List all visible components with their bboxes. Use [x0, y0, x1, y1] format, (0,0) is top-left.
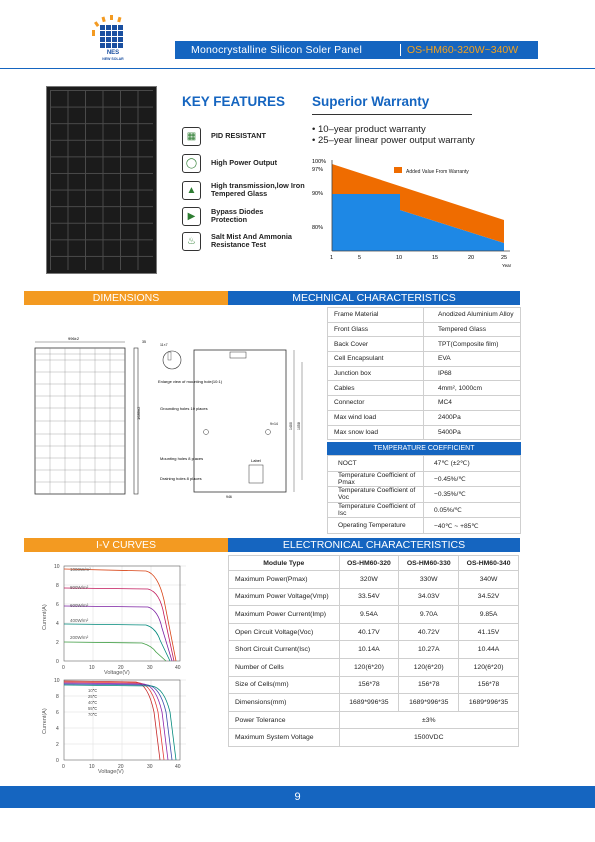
col-header: OS-HM60-330 [399, 556, 459, 571]
table-cell: Back Cover [328, 337, 424, 352]
table-cell: Short Circuit Current(Isc) [229, 641, 340, 659]
svg-text:400W/m²: 400W/m² [70, 618, 89, 623]
table-cell: MC4 [424, 396, 521, 411]
svg-text:0: 0 [56, 758, 59, 764]
table-cell: 330W [399, 571, 459, 589]
svg-text:100%: 100% [312, 159, 327, 165]
temperature-band: TEMPERATURE COEFFICIENT [327, 442, 521, 455]
table-cell: TPT(Composite film) [424, 337, 521, 352]
svg-text:10: 10 [89, 665, 95, 670]
svg-text:5: 5 [358, 255, 362, 261]
svg-text:2: 2 [56, 640, 59, 646]
table-row [229, 694, 519, 712]
header-band [175, 41, 538, 59]
table-cell: Temperature Coefficient of Pmax [328, 471, 424, 487]
table-row [328, 487, 521, 503]
table-cell: Maximum Power Current(Imp) [229, 606, 340, 624]
dimensions-drawing [30, 330, 320, 500]
table-row [229, 623, 519, 641]
table-row [328, 366, 521, 381]
table-cell: 156*78 [339, 676, 399, 694]
svg-text:6: 6 [56, 710, 59, 716]
svg-text:996±2: 996±2 [68, 336, 80, 341]
svg-text:8: 8 [56, 694, 59, 700]
warranty-bullet: • 10–year product warranty [312, 124, 426, 135]
table-row [328, 381, 521, 396]
svg-text:2: 2 [56, 742, 59, 748]
table-cell: 156*78 [459, 676, 519, 694]
table-cell: 34.52V [459, 588, 519, 606]
svg-text:8: 8 [56, 583, 59, 589]
table-cell: 10.27A [399, 641, 459, 659]
table-cell: Dimensions(mm) [229, 694, 340, 712]
table-cell: Operating Temperature [328, 518, 424, 534]
feature-item: ♨ Salt Mist And Ammonia Resistance Test [182, 230, 321, 252]
svg-text:11×7: 11×7 [160, 343, 168, 347]
dimensions-band: DIMENSIONS [24, 291, 228, 305]
table-cell: EVA [424, 352, 521, 367]
solar-panel-image [46, 86, 157, 274]
iv-chart-1-xlabel: Voltage(V) [104, 670, 130, 676]
warranty-chart [310, 155, 525, 270]
diode-icon: ▶ [182, 207, 201, 226]
svg-text:Mounting holes 8 places: Mounting holes 8 places [160, 456, 204, 461]
table-cell: 1689*996*35 [459, 694, 519, 712]
glass-icon: ▲ [182, 181, 201, 200]
table-cell: Temperature Coefficient of Isc [328, 502, 424, 518]
svg-text:1000W/m²: 1000W/m² [70, 567, 91, 572]
table-cell: 1689*996*35 [339, 694, 399, 712]
svg-text:1: 1 [330, 255, 334, 261]
svg-text:30: 30 [147, 665, 153, 670]
svg-text:1689±2: 1689±2 [136, 406, 141, 420]
col-header: OS-HM60-320 [339, 556, 399, 571]
table-cell: Junction box [328, 366, 424, 381]
table-row [328, 352, 521, 367]
table-cell: −0.35%/℃ [424, 487, 521, 503]
svg-text:Current(A): Current(A) [42, 708, 48, 734]
svg-text:25: 25 [501, 255, 508, 261]
table-cell: 47℃ (±2℃) [424, 456, 521, 472]
iv-chart-temperature [36, 672, 186, 772]
table-row [229, 676, 519, 694]
svg-text:35: 35 [142, 340, 146, 344]
svg-text:1400: 1400 [289, 422, 293, 430]
key-features-title: KEY FEATURES [182, 94, 286, 109]
table-cell: Connector [328, 396, 424, 411]
svg-text:40℃: 40℃ [88, 700, 98, 705]
legend-label: Added Value From Warranty [406, 169, 469, 175]
table-cell: 1500VDC [339, 729, 518, 747]
table-cell: 1689*996*35 [399, 694, 459, 712]
table-cell: Open Circuit Voltage(Voc) [229, 623, 340, 641]
svg-text:600W/m²: 600W/m² [70, 603, 89, 608]
svg-text:10: 10 [396, 255, 403, 261]
table-cell: Anodized Aluminium Alloy [424, 308, 521, 323]
table-cell: 9.54A [339, 606, 399, 624]
table-cell: Cables [328, 381, 424, 396]
svg-text:20: 20 [468, 255, 475, 261]
warranty-rule [312, 114, 472, 115]
svg-text:97%: 97% [312, 167, 324, 173]
table-row [229, 729, 519, 747]
svg-text:Year: Year [502, 263, 512, 268]
table-row [328, 322, 521, 337]
svg-text:1058: 1058 [297, 422, 301, 430]
table-row [328, 502, 521, 518]
svg-text:Label: Label [251, 458, 261, 463]
table-row [229, 658, 519, 676]
table-cell: NOCT [328, 456, 424, 472]
table-cell: 10.44A [459, 641, 519, 659]
table-cell: Tempered Glass [424, 322, 521, 337]
header-divider [400, 44, 401, 56]
svg-text:30: 30 [147, 764, 153, 770]
table-cell: 33.54V [339, 588, 399, 606]
svg-text:Draining holes 8 places: Draining holes 8 places [160, 476, 202, 481]
mechanical-table [327, 307, 521, 440]
electrical-band: ELECTRONICAL CHARACTERISTICS [228, 538, 520, 552]
table-row [229, 571, 519, 589]
svg-text:70℃: 70℃ [88, 712, 98, 717]
table-cell: 9.85A [459, 606, 519, 624]
table-cell: 40.17V [339, 623, 399, 641]
svg-text:9×14: 9×14 [270, 422, 278, 426]
table-cell: Max snow load [328, 425, 424, 440]
table-row [328, 337, 521, 352]
svg-text:10: 10 [54, 564, 60, 570]
table-cell: Maximum Power Voltage(Vmp) [229, 588, 340, 606]
table-cell: ±3% [339, 711, 518, 729]
power-icon: ◯ [182, 154, 201, 173]
table-row [229, 641, 519, 659]
table-cell: Maximum System Voltage [229, 729, 340, 747]
svg-text:90%: 90% [312, 191, 324, 197]
table-cell: −40℃ ~ +85℃ [424, 518, 521, 534]
table-row [229, 711, 519, 729]
mechanical-band: MECHNICAL CHARACTERISTICS [228, 291, 520, 305]
svg-text:10℃: 10℃ [88, 688, 98, 693]
table-cell: 340W [459, 571, 519, 589]
table-cell: 2400Pa [424, 410, 521, 425]
legend-swatch [394, 167, 402, 173]
svg-text:55℃: 55℃ [88, 706, 98, 711]
table-row [229, 606, 519, 624]
feature-item: ▦ PID RESISTANT [182, 125, 266, 147]
table-cell: Temperature Coefficient of Voc [328, 487, 424, 503]
col-header: OS-HM60-340 [459, 556, 519, 571]
table-cell: Power Tolerance [229, 711, 340, 729]
svg-text:Grounding holes 10 places: Grounding holes 10 places [160, 406, 208, 411]
table-cell: 4mm², 1000cm [424, 381, 521, 396]
feature-item: ▲ High transmission,low Iron Tempered Glass [182, 179, 311, 201]
svg-text:40: 40 [175, 665, 181, 670]
table-cell: Max wind load [328, 410, 424, 425]
svg-text:Current(A): Current(A) [42, 604, 48, 630]
svg-text:10: 10 [89, 764, 95, 770]
svg-text:0: 0 [56, 659, 59, 665]
table-cell: 41.15V [459, 623, 519, 641]
warranty-bullet: • 25–year linear power output warranty [312, 135, 475, 146]
table-cell: 320W [339, 571, 399, 589]
svg-text:200W/m²: 200W/m² [70, 635, 89, 640]
table-cell: 40.72V [399, 623, 459, 641]
table-cell: −0.45%/℃ [424, 471, 521, 487]
table-row [328, 396, 521, 411]
svg-text:40: 40 [175, 764, 181, 770]
table-cell: 120(6*20) [459, 658, 519, 676]
table-row [328, 410, 521, 425]
svg-text:15: 15 [432, 255, 439, 261]
table-cell: Number of Cells [229, 658, 340, 676]
table-cell: IP68 [424, 366, 521, 381]
table-cell: Frame Material [328, 308, 424, 323]
col-header: Module Type [229, 556, 340, 571]
svg-text:10: 10 [54, 678, 60, 684]
mist-icon: ♨ [182, 232, 201, 251]
model-range: OS-HM60-320W~340W [407, 44, 519, 56]
table-cell: 120(6*20) [339, 658, 399, 676]
pid-icon: ▦ [182, 127, 201, 146]
table-cell: Size of Cells(mm) [229, 676, 340, 694]
table-cell: 34.03V [399, 588, 459, 606]
table-row [328, 471, 521, 487]
svg-text:0: 0 [62, 764, 65, 770]
table-cell: 9.70A [399, 606, 459, 624]
table-cell: 120(6*20) [399, 658, 459, 676]
table-row [328, 308, 521, 323]
feature-item: ▶ Bypass Diodes Protection [182, 205, 281, 227]
table-cell: Maximum Power(Pmax) [229, 571, 340, 589]
brand-name: NES NEW SOLAR [102, 50, 124, 61]
table-row [328, 518, 521, 534]
header-rule [0, 68, 595, 69]
table-row [229, 588, 519, 606]
svg-text:20: 20 [118, 665, 124, 670]
svg-text:800W/m²: 800W/m² [70, 585, 89, 590]
feature-item: ◯ High Power Output [182, 152, 277, 174]
table-cell: Front Glass [328, 322, 424, 337]
svg-text:6: 6 [56, 602, 59, 608]
page-footer [0, 786, 595, 808]
temperature-table [327, 455, 521, 534]
svg-text:4: 4 [56, 621, 59, 627]
svg-text:946: 946 [226, 495, 232, 499]
table-cell: 156*78 [399, 676, 459, 694]
svg-text:Enlarge view of mounting hole(: Enlarge view of mounting hole(10:1) [158, 379, 223, 384]
table-cell: 0.05%/℃ [424, 502, 521, 518]
iv-chart-2-xlabel: Voltage(V) [98, 769, 124, 775]
svg-text:25℃: 25℃ [88, 694, 98, 699]
table-row [328, 456, 521, 472]
table-cell: Cell Encapsulant [328, 352, 424, 367]
page-title: Monocrystalline Silicon Soler Panel [191, 44, 362, 56]
table-row [328, 425, 521, 440]
table-cell: 5400Pa [424, 425, 521, 440]
svg-text:4: 4 [56, 726, 59, 732]
svg-text:20: 20 [118, 764, 124, 770]
warranty-title: Superior Warranty [312, 94, 430, 109]
page-number: 9 [294, 791, 301, 803]
table-cell: 10.14A [339, 641, 399, 659]
electrical-table [228, 555, 519, 747]
svg-text:0: 0 [62, 665, 65, 670]
svg-text:80%: 80% [312, 225, 324, 231]
iv-curves-band: I-V CURVES [24, 538, 228, 552]
iv-chart-irradiance [36, 560, 186, 670]
